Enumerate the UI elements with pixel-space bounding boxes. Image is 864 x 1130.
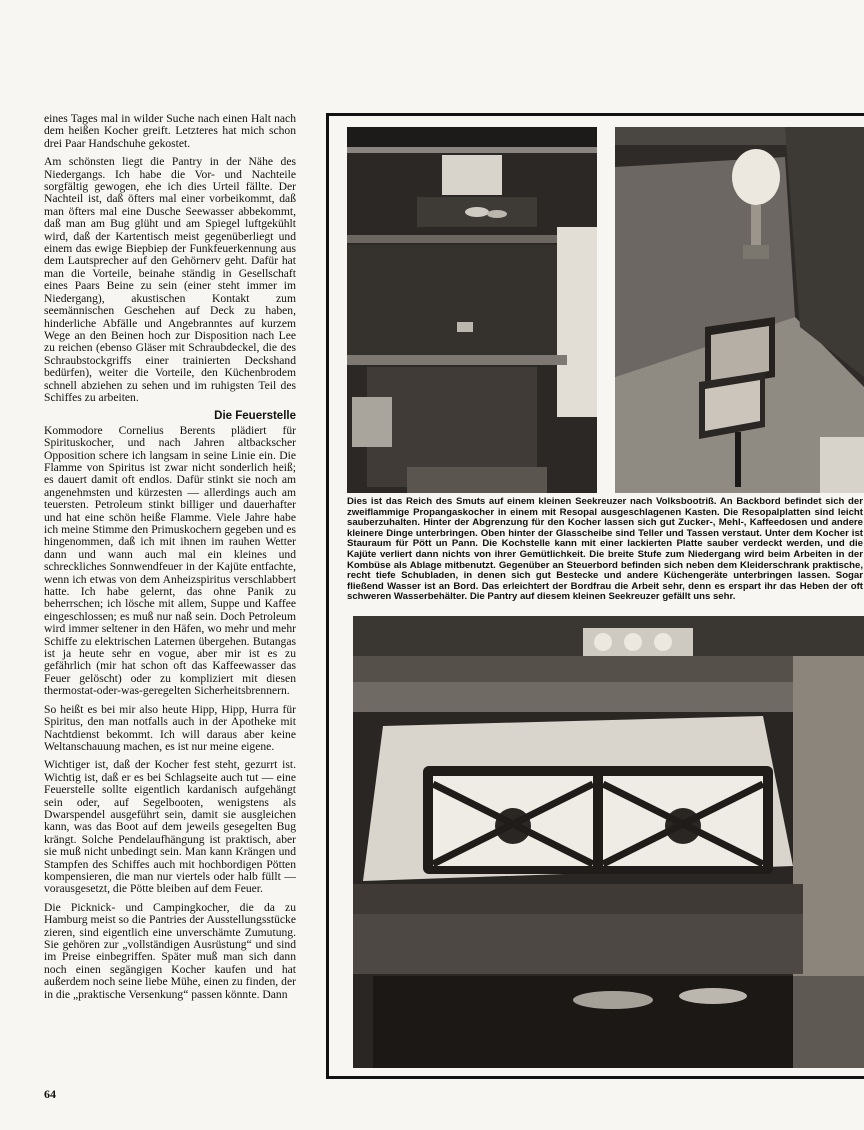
photo-stove [353,616,864,1068]
article-paragraph: Am schönsten liegt die Pantry in der Nähe des Niedergangs. Ich habe die Vor- und Nachteile sorgfältig gewogen, ehe ich dies Urteil fällte. Der Nachteil ist, daß öfters mal einer vorbeikommt, daß man öfters mal eine Dusche Seewasser abbekommt, daß man am Bug glüht und am Spiegel luftgekühlt wird, daß der Kartentisch meist gegenüberliegt und einem das ewige Biepbiep der Funkfeuerkennung aus dem Lautsprecher auf den Gehörnerv geht. Dafür hat man die Vorteile, beinahe ständig in Gesellschaft eines Paars Beine zu sein (einer steht immer im Niedergang), akustischen Kontakt zum seemännischen Geschehen auf Deck zu haben, hinderliche Abfälle und Angebranntes auf kurzem Wege an den Beinen hoch zur Disposition nach Lee zu reichen (ebenso Gläser mit Schraubdeckel, die des Schraubstockgriffs einer trainierten Deckshand bedürfen), weiter die Vorteile, den Küchenbrodem schnell abziehen zu sehen und im ruhigsten Teil des Schiffes zu arbeiten. [44,155,296,404]
photo-frame [326,113,864,1079]
photo-galley-cabinet [347,127,597,493]
photo-caption: Dies ist das Reich des Smuts auf einem kleinen Seekreuzer nach Volksbootriß. An Backbord befindet sich der zweiflammige Propangaskocher in einem mit Resopal ausgeschlagenen Kasten. Die Resopalplatten sind leicht sauberzuhalten. Hinter der Abgrenzung für den Kocher lassen sich gut Zucker-, Mehl-, Kaffeedosen und andere kleinere Dinge unterbringen. Oben hinter der Glasscheibe sind Teller und Tassen verstaut. Unter dem Kocher ist Stauraum für Pött un Pann. Die Kochstelle kann mit einer lackierten Platte sauber verdeckt werden, und die Kajüte verliert dann nichts von ihrer Gemütlichkeit. Die breite Stufe zum Niedergang wird beim Arbeiten in der Kombüse als Ablage mitbenutzt. Gegenüber an Steuerbord befinden sich neben dem Kleiderschrank praktische, recht tiefe Schubladen, in denen sich gut Bestecke und andere Küchengeräte unterbringen lassen. Sogar fließend Wasser ist an Bord. Das erleichtert der Bordfrau die Arbeit sehr, denn es erspart ihr das Heben der oft schweren Wasserbehälter. Die Pantry auf diesem kleinen Seekreuzer gefällt uns sehr. [347,496,863,603]
page-number: 64 [44,1087,56,1101]
article-column [44,113,296,1007]
section-heading: Die Feuerstelle [214,410,296,423]
article-paragraph: So heißt es bei mir also heute Hipp, Hipp, Hurra für Spiritus, den man notfalls auch in der Apotheke mit Nachtdienst bekommt. Ich will daraus aber keine Weltanschauung machen, es ist nur meine eigene. [44,702,296,753]
article-paragraph: Wichtiger ist, daß der Kocher fest steht, gezurrt ist. Wichtig ist, daß er es bei Schlagseite auch tut — eine Feuerstelle sollte eigentlich kardanisch aufgehängt sein oder, auf Segelbooten, wenigstens als Dwarspendel ausgeführt sein, damit sie ausgleichen kann, was das Boot auf dem jeweils gesegelten Bug krängt. Solche Pendelaufhängung ist praktisch, aber sie muß nicht unbedingt sein. Man kann Krängen und Stampfen des Schiffes auch mit hochbordigen Pötten kompensieren, die man nur viertels oder halb füllt — vorausgesetzt, die Pötte bleiben auf dem Feuer. [44,758,296,896]
article-paragraph: Die Picknick- und Campingkocher, die da zu Hamburg meist so die Pantries der Ausstellungsstücke zieren, sind eigentlich eine unverschämte Zumutung. Sie gehören zur „vollständigen Ausrüstung“ und sind im Preise einbegriffen. Später muß man sich dann noch einen segängigen Kocher kaufen und hat außerdem noch seine liebe Mühe, einen zu finden, der in die „praktische Versenkung“ passen könnte. Dann [44,900,296,1001]
article-paragraph: eines Tages mal in wilder Suche nach einen Halt nach dem heißen Kocher greift. Letzteres hat mich schon drei Paar Handschuhe gekostet. [44,112,296,150]
photo-cabinet-drawers [615,127,864,493]
article-paragraph: Kommodore Cornelius Berents plädiert für Spirituskocher, und nach Jahren altbackscher Opposition schere ich langsam in seine Linie ein. Die Flamme von Spiritus ist zwar nicht sonderlich heiß; es dauert damit oft endlos. Dafür stinkt sie noch am angenehmsten und kürzesten — allerdings auch am teuersten. Petroleum stinkt billiger und dauerhafter und hat eine schön heiße Flamme. Viele Jahre habe ich meine Stimme den Primuskochern gegeben und es hingenommen, daß ich mit ihnen im rauhen Wetter dann und wann auch mal ein kleines und schreckliches Sonnwendfeuer in der Kajüte entfachte, wenn ich etwas von dem Anheizspiritus verschlabbert hatte. Ich habe gelernt, das ohne Panik zu beherrschen; ich lösche mit allem, Suppe und Kaffee eingeschlossen; es muß nur naß sein. Doch Petroleum wird immer seltener in den Häfen, wo mehr und mehr Schiffe zu elektrischen Laternen übergehen. Butangas ist ja heute sehr en vogue, aber mir ist es zu gefährlich (mir hat schon oft das Kaffeewasser das Feuer gelöscht) oder zu kompliziert mit diesen thermostat-oder-was-geregelten Sicherheitsbrennern. [44,423,296,698]
